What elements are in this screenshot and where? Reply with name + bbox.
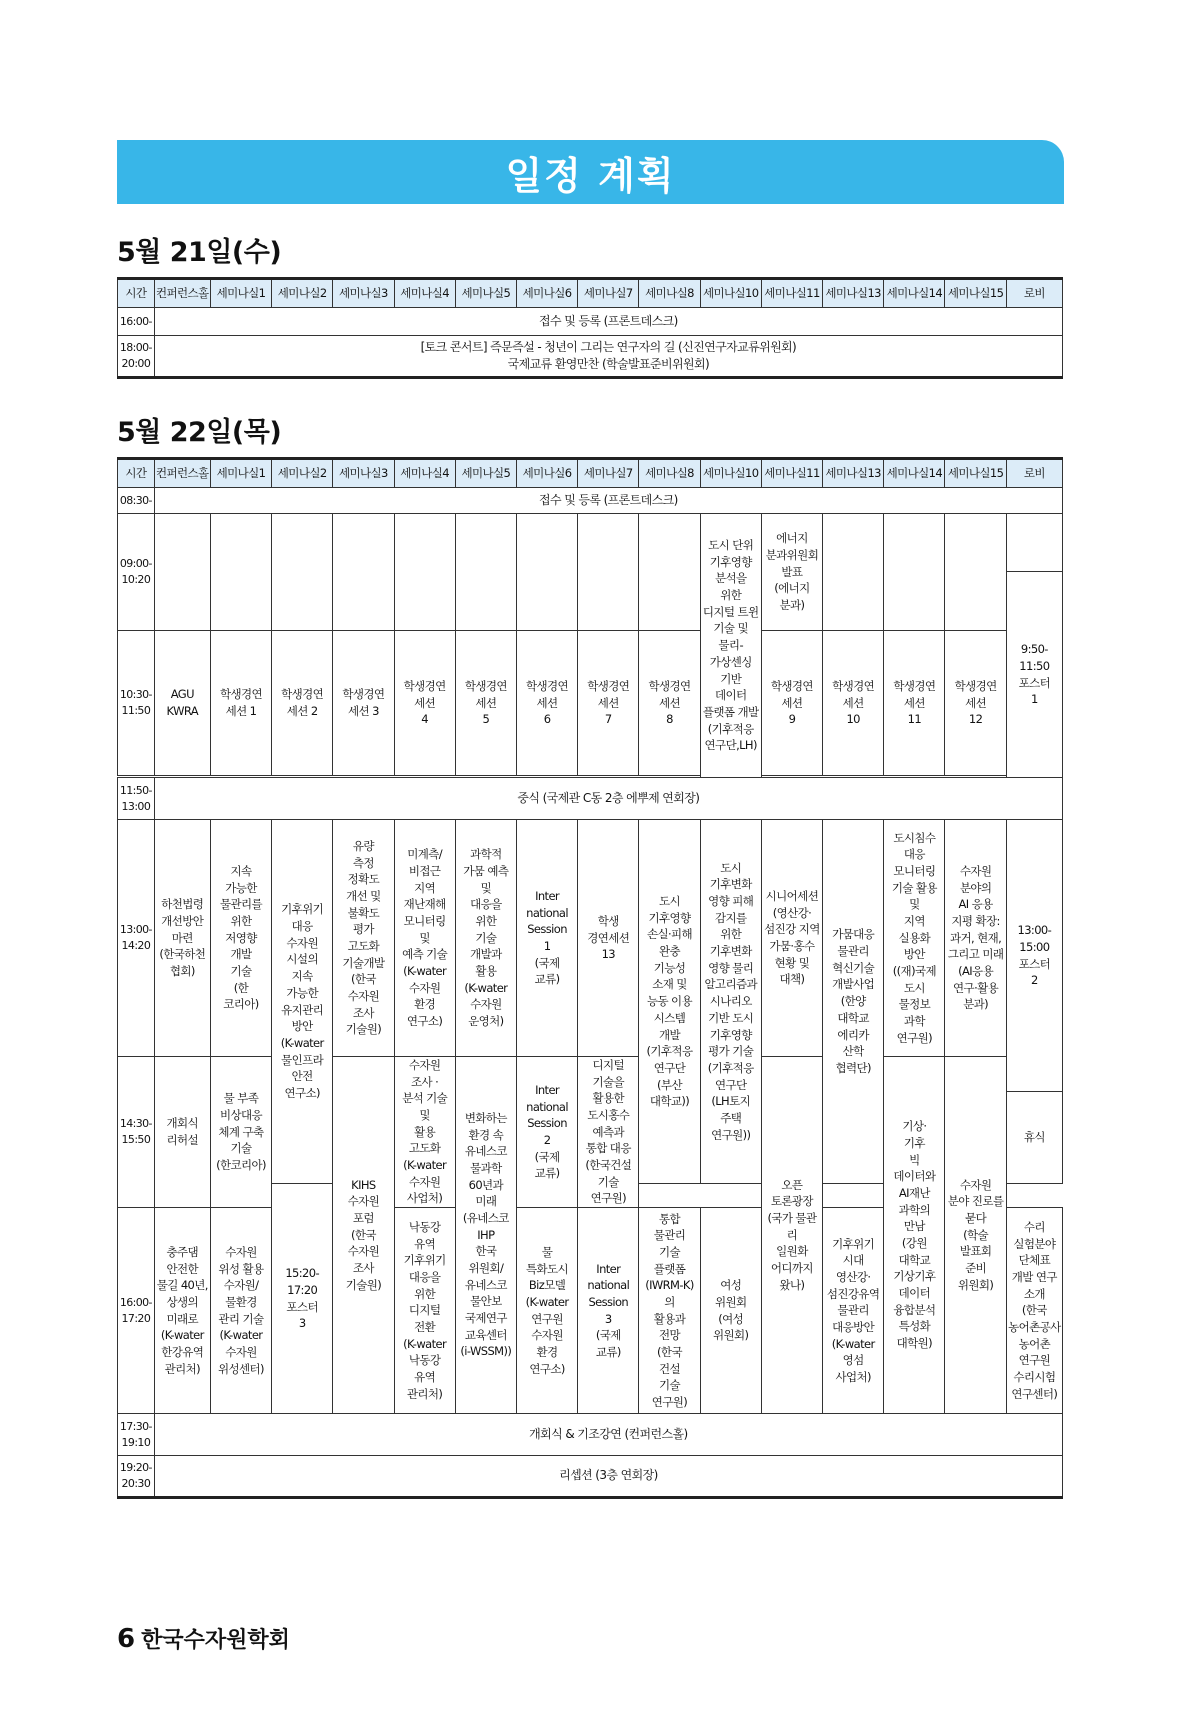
session-cell: 수자원 분야 진로를 묻다 (학술 발표회 준비 위원회) (945, 1057, 1006, 1414)
session-cell: Inter national Session 1 (국제 교류) (516, 820, 577, 1057)
time-cell: 14:30- 15:50 (118, 1057, 155, 1208)
table-row (118, 308, 1063, 336)
col-header: 세미나실3 (333, 279, 394, 308)
session-cell: 물 부족 비상대응 체계 구축 기술 (한코리아) (210, 1057, 271, 1208)
day2-heading: 5월 22일(목) (117, 417, 282, 448)
session-cell (210, 514, 271, 631)
col-header: 세미나실14 (884, 459, 945, 488)
session-cell: 하천법령 개선방안 마련 (한국하천 협회) (154, 820, 210, 1057)
col-header: 세미나실1 (210, 459, 271, 488)
session-cell: 학생경연 세션 3 (333, 631, 394, 776)
poster-cell: 9:50- 11:50 포스터 1 (1006, 572, 1062, 778)
time-cell: 18:00- 20:00 (118, 336, 155, 378)
session-cell: 도시 기후변화 영향 피해 감지를 위한 기후변화 영향 물리 알고리즘과 시나리오 기반 도시 기후영향 평가 기술 (기후적응 연구단 (LH토지 주택 연구원)) (700, 820, 761, 1184)
table-row (118, 1456, 1063, 1498)
page-number: 6 (117, 1624, 136, 1654)
registration-cell: 접수 및 등록 (프론트데스크) (154, 488, 1062, 514)
session-cell (1006, 514, 1062, 572)
col-header: 세미나실2 (272, 279, 333, 308)
time-cell: 10:30- 11:50 (118, 631, 155, 776)
col-header: 세미나실10 (700, 279, 761, 308)
evening-event-cell: [토크 콘서트] 즉문즉설 - 청년이 그리는 연구자의 길 (신진연구자교류위원회) 국제교류 환영만찬 (학술발표준비위원회) (154, 336, 1062, 378)
col-header: 세미나실3 (333, 459, 394, 488)
col-header: 시간 (118, 279, 155, 308)
session-cell: 통합 물관리 기술 플랫폼 (IWRM-K)의 활용과 전망 (한국 건설 기술 연구원) (639, 1208, 700, 1414)
col-header: 세미나실1 (210, 279, 271, 308)
session-cell: 유량 측정 정확도 개선 및 불확도 평가 고도화 기술개발 (한국 수자원 조사 기술원) (333, 820, 394, 1057)
col-header: 세미나실13 (823, 459, 884, 488)
break-cell: 휴식 (1006, 1092, 1062, 1184)
session-cell: 에너지 분과위원회 발표 (에너지 분과) (761, 514, 822, 631)
table-row (118, 488, 1063, 514)
session-cell: 학생 경연세션 13 (578, 820, 639, 1057)
session-cell: 기상· 기후 빅 데이터와 AI재난 과학의 만남 (강원 대학교 기상기후 데이터 융합분석 특성화 대학원) (884, 1057, 945, 1414)
header-row (118, 279, 1063, 308)
session-cell: 개회식 리허설 (154, 1057, 210, 1208)
col-header: 세미나실4 (394, 279, 455, 308)
time-cell: 16:00- (118, 308, 155, 336)
session-cell: KIHS 수자원 포럼 (한국 수자원 조사 기술원) (333, 1057, 394, 1414)
opening-cell: 개회식 & 기조강연 (컨퍼런스홀) (154, 1414, 1062, 1456)
table-row (118, 778, 1063, 820)
session-cell: 학생경연 세션 2 (272, 631, 333, 776)
session-cell: Inter national Session 2 (국제 교류) (516, 1057, 577, 1208)
col-header: 세미나실6 (516, 279, 577, 308)
time-cell: 13:00- 14:20 (118, 820, 155, 1057)
session-cell: 미계측/ 비접근 지역 재난재해 모니터링 및 예측 기술 (K-water 수자원 환경 연구소) (394, 820, 455, 1057)
col-header: 시간 (118, 459, 155, 488)
session-cell: 학생경연 세션 6 (516, 631, 577, 776)
table-row (118, 514, 1063, 572)
time-cell: 09:00- 10:20 (118, 514, 155, 631)
session-cell (455, 514, 516, 631)
session-cell: 학생경연 세션 9 (761, 631, 822, 776)
session-cell (154, 514, 210, 631)
lunch-cell: 중식 (국제관 C동 2층 에뿌제 연회장) (154, 778, 1062, 820)
day1-heading: 5월 21일(수) (117, 237, 282, 268)
table-row (118, 631, 1063, 776)
page-title: 일정 계획 (117, 140, 1064, 204)
session-cell: 학생경연 세션 1 (210, 631, 271, 776)
time-cell: 16:00- 17:20 (118, 1208, 155, 1414)
session-cell: 학생경연 세션 12 (945, 631, 1006, 776)
table-row (118, 1057, 1063, 1092)
schedule-table-day1 (117, 277, 1063, 379)
session-cell: 수자원 위성 활용 수자원/ 물환경 관리 기술 (K-water 수자원 위성센터) (210, 1208, 271, 1414)
session-cell: 도시침수 대응 모니터링 기술 활용 및 지역 실용화 방안 ((재)국제 도시 물정보 과학 연구원) (884, 820, 945, 1057)
col-header: 세미나실7 (578, 279, 639, 308)
col-header: 세미나실11 (761, 459, 822, 488)
session-cell: AGU KWRA (154, 631, 210, 776)
session-cell: 디지털 기술을 활용한 도시홍수 예측과 통합 대응 (한국건설 기술 연구원) (578, 1057, 639, 1208)
time-cell: 17:30- 19:10 (118, 1414, 155, 1456)
session-cell: 오픈 토론광장 (국가 물관리 일원화 어디까지 왔나) (761, 1057, 822, 1414)
col-header: 세미나실4 (394, 459, 455, 488)
session-cell (578, 514, 639, 631)
session-cell: 변화하는 환경 속 유네스코 물과학 60년과 미래 (유네스코 IHP 한국 위원회/ 유네스코 물안보 국제연구 교육센터 (i-WSSM)) (455, 1057, 516, 1414)
col-header: 세미나실5 (455, 459, 516, 488)
session-cell: 낙동강 유역 기후위기 대응을 위한 디지털 전환 (K-water 낙동강 유역 관리처) (394, 1208, 455, 1414)
col-header: 세미나실11 (761, 279, 822, 308)
session-cell: 가뭄대응 물관리 혁신기술 개발사업 (한양 대학교 에리카 산학 협력단) (823, 820, 884, 1184)
session-cell: 학생경연 세션 8 (639, 631, 700, 776)
session-cell: Inter national Session 3 (국제 교류) (578, 1208, 639, 1414)
session-cell: 수자원 조사 · 분석 기술 및 활용 고도화 (K-water 수자원 사업처) (394, 1057, 455, 1208)
col-header: 세미나실2 (272, 459, 333, 488)
session-cell (333, 514, 394, 631)
session-cell: 물 특화도시 Biz모델 (K-water 연구원 수자원 환경 연구소) (516, 1208, 577, 1414)
col-header: 세미나실7 (578, 459, 639, 488)
session-cell: 여성 위원회 (여성 위원회) (700, 1208, 761, 1414)
session-cell: 학생경연 세션 5 (455, 631, 516, 776)
col-header: 세미나실13 (823, 279, 884, 308)
col-header: 세미나실6 (516, 459, 577, 488)
session-cell: 학생경연 세션 10 (823, 631, 884, 776)
session-cell: 학생경연 세션 4 (394, 631, 455, 776)
session-cell: 수자원 분야의 AI 응용 지평 확장: 과거, 현재, 그리고 미래 (AI응용 연구·활용 분과) (945, 820, 1006, 1057)
table-row (118, 1414, 1063, 1456)
header-row (118, 459, 1063, 488)
registration-cell: 접수 및 등록 (프론트데스크) (154, 308, 1062, 336)
time-cell: 08:30- (118, 488, 155, 514)
col-header: 세미나실15 (945, 459, 1006, 488)
session-cell: 도시 기후영향 손실·피해 완충 기능성 소재 및 능동 이용 시스템 개발 (기후적응 연구단 (부산 대학교)) (639, 820, 700, 1184)
col-header: 세미나실8 (639, 459, 700, 488)
session-cell (945, 514, 1006, 631)
session-cell: 시니어세션 (영산강· 섬진강 지역 가뭄·홍수 현황 및 대책) (761, 820, 822, 1057)
society-name: 한국수자원학회 (141, 1628, 290, 1653)
session-cell (884, 514, 945, 631)
page-footer (117, 1623, 290, 1654)
col-header: 세미나실14 (884, 279, 945, 308)
session-cell: 기후위기 대응 수자원 시설의 지속 가능한 유지관리 방안 (K-water 물인프라 안전 연구소) (272, 820, 333, 1184)
session-cell: 기후위기 시대 영산강· 섬진강유역 물관리 대응방안 (K-water 영섬 사업처) (823, 1208, 884, 1414)
col-header: 로비 (1006, 459, 1062, 488)
session-cell: 도시 단위 기후영향 분석을 위한 디지털 트윈 기술 및 물리- 가상센싱 기반 데이터 플랫폼 개발 (기후적응 연구단,LH) (700, 514, 761, 778)
table-row (118, 776, 1063, 777)
session-cell: 수리 실험분야 단체표 개발 연구 소개 (한국 농어촌공사 농어촌 연구원 수리시험 연구센터) (1006, 1208, 1062, 1414)
session-cell (823, 514, 884, 631)
time-cell: 19:20- 20:30 (118, 1456, 155, 1498)
table-row (118, 820, 1063, 976)
time-cell: 11:50- 13:00 (118, 778, 155, 820)
session-cell: 지속 가능한 물관리를 위한 저영향 개발 기술 (한 코리아) (210, 820, 271, 1057)
session-cell: 과학적 가뭄 예측 및 대응을 위한 기술 개발과 활용 (K-water 수자원 운영처) (455, 820, 516, 1057)
session-cell: 학생경연 세션 11 (884, 631, 945, 776)
session-cell (639, 514, 700, 631)
session-cell: 학생경연 세션 7 (578, 631, 639, 776)
session-cell: 충주댐 안전한 물길 40년, 상생의 미래로 (K-water 한강유역 관리처) (154, 1208, 210, 1414)
table-row (118, 336, 1063, 378)
session-cell (516, 514, 577, 631)
session-cell (394, 514, 455, 631)
col-header: 컨퍼런스홀 (154, 279, 210, 308)
poster-cell: 15:20- 17:20 포스터 3 (272, 1184, 333, 1414)
poster-cell: 13:00- 15:00 포스터 2 (1006, 820, 1062, 1092)
schedule-table-day2 (117, 457, 1063, 1499)
col-header: 컨퍼런스홀 (154, 459, 210, 488)
col-header: 세미나실10 (700, 459, 761, 488)
col-header: 세미나실15 (945, 279, 1006, 308)
col-header: 세미나실5 (455, 279, 516, 308)
col-header: 세미나실8 (639, 279, 700, 308)
reception-cell: 리셉션 (3층 연회장) (154, 1456, 1062, 1498)
session-cell (272, 514, 333, 631)
col-header: 로비 (1006, 279, 1062, 308)
